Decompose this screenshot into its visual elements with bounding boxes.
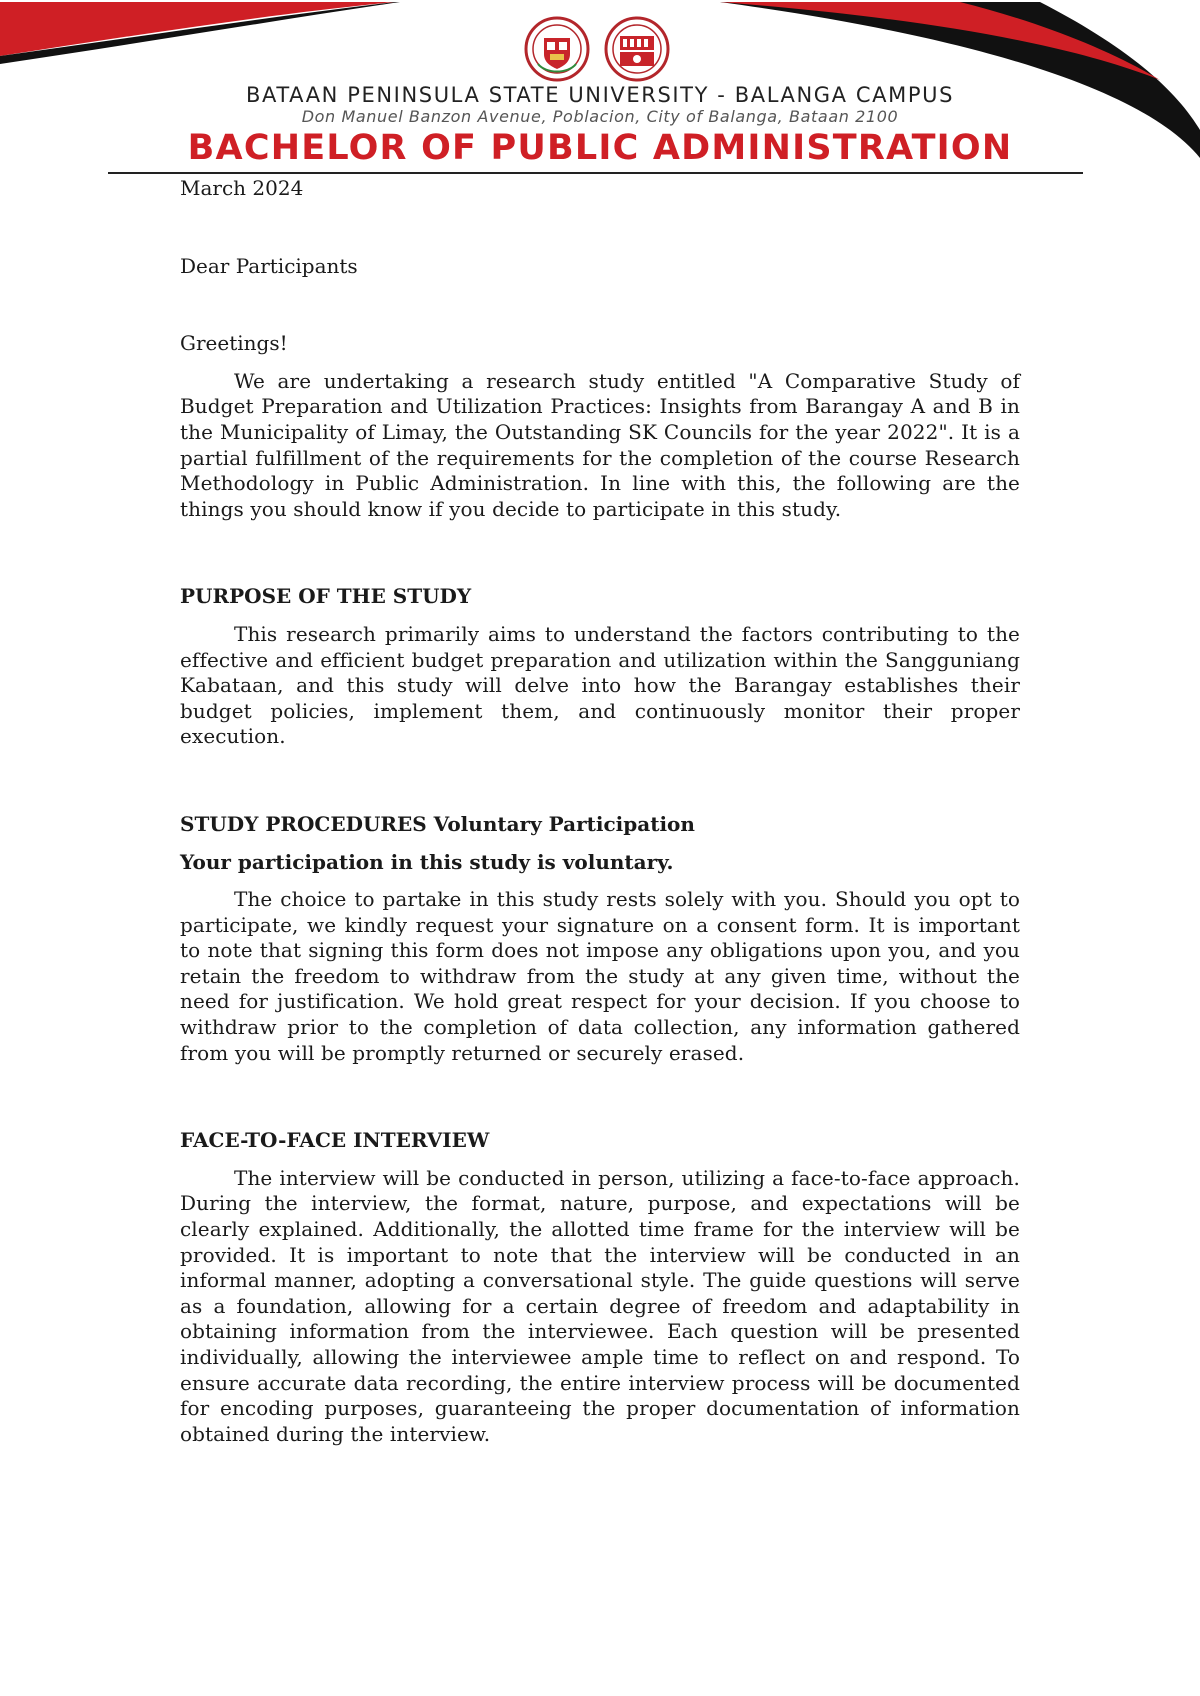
section-heading-interview: FACE-TO-FACE INTERVIEW: [180, 1128, 490, 1153]
header-divider: [108, 172, 1083, 174]
section-heading-purpose: PURPOSE OF THE STUDY: [180, 584, 472, 609]
intro-paragraph: We are undertaking a research study entitled "A Comparative Study of Budget Preparation and Utilization Practices: Insights from Barangay A and B in the Municipality of Limay, the Outstanding SK Councils for the year 2022". It is a partial fulfillment of the requirements for the completion of the course Research Methodology in Public Administration. In line with this, the following are the things you should know if you decide to participate in this study.: [180, 368, 1020, 521]
voluntary-subheading: Your participation in this study is voluntary.: [180, 849, 674, 874]
letter-date: March 2024: [180, 176, 304, 200]
purpose-paragraph: This research primarily aims to understand the factors contributing to the effective and efficient budget preparation and utilization within the Sangguniang Kabataan, and this study will delve into how the Barangay establishes their budget policies, implement them, and continuously monitor their proper execution.: [180, 621, 1020, 749]
interview-paragraph: The interview will be conducted in person, utilizing a face-to-face approach. During the interview, the format, nature, purpose, and expectations will be clearly explained. Additionally, the allotted time frame for the interview will be provided. It is important to note that the interview will be conducted in an informal manner, adopting a conversational style. The guide questions will serve as a foundation, allowing for a certain degree of freedom and adaptability in obtaining information from the interviewee. Each question will be presented individually, allowing the interviewee ample time to reflect on and respond. To ensure accurate data recording, the entire interview process will be documented for encoding purposes, guaranteeing the proper documentation of information obtained during the interview.: [180, 1165, 1020, 1446]
section-heading-procedures: STUDY PROCEDURES Voluntary Participation: [180, 811, 695, 836]
letter-salutation: Dear Participants: [180, 253, 358, 278]
program-title: BACHELOR OF PUBLIC ADMINISTRATION: [187, 128, 1013, 168]
university-address: Don Manuel Banzon Avenue, Poblacion, City of Balanga, Bataan 2100: [301, 107, 899, 126]
university-logos: [520, 16, 680, 82]
university-name: BATAAN PENINSULA STATE UNIVERSITY - BALANGA CAMPUS: [246, 83, 954, 107]
procedures-paragraph: The choice to partake in this study rests solely with you. Should you opt to participate, we kindly request your signature on a consent form. It is important to note that signing this form does not impose any obligations upon you, and you retain the freedom to withdraw from the study at any given time, without the need for justification. We hold great respect for your decision. If you choose to withdraw prior to the completion of data collection, any information gathered from you will be promptly returned or securely erased.: [180, 887, 1020, 1065]
letter-body: [180, 176, 1020, 1447]
letter-greeting: Greetings!: [180, 331, 288, 356]
campus-seal-icon: [604, 16, 670, 82]
university-seal-icon: [524, 16, 590, 82]
